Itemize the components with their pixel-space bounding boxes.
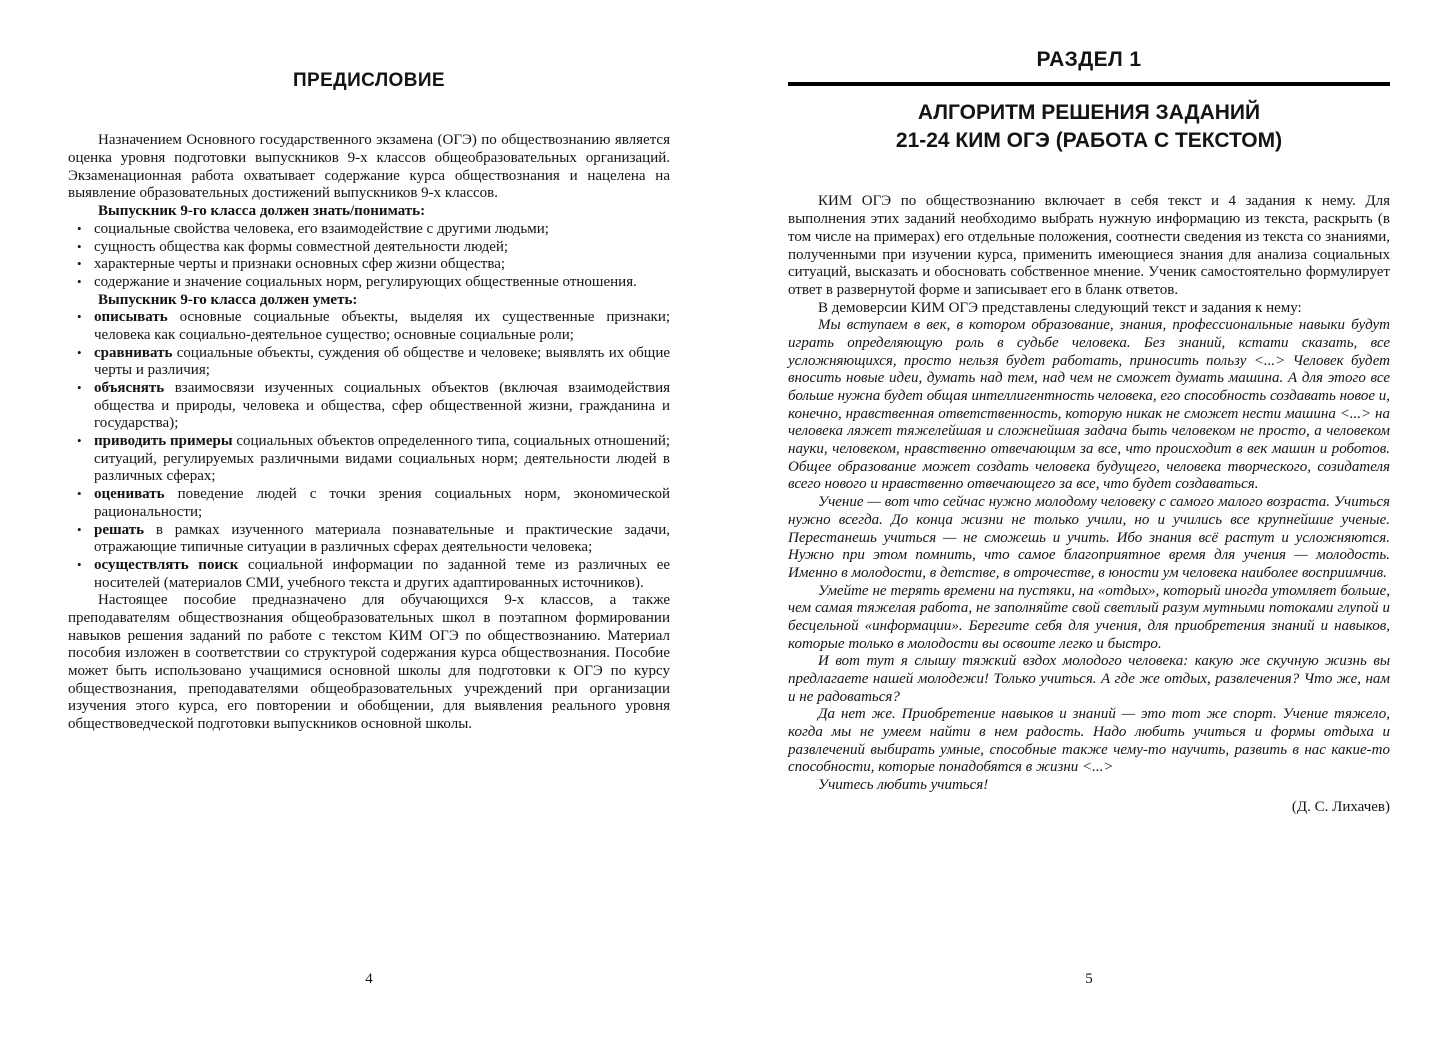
list-item (68, 221, 670, 239)
know-heading: Выпускник 9-го класса должен знать/понимать: (98, 203, 426, 220)
term: описывать (94, 309, 168, 326)
chapter-paragraph-1: КИМ ОГЭ по обществознанию включает в себя текст и 4 задания к нему. Для выполнения этих заданий необходимо выбрать нужную информацию из текста, раскрыть (в том числе на примерах) его отдельные положения, соотнести сведения из текста со знаниями, полученными при изучении курса, применить имеющиеся знания для анализа социальных ситуаций, высказать и обосновать собственное мнение. Ученик самостоятельно формулирует ответ в развернутой форме и записывает его в бланк ответов. (788, 193, 1390, 298)
bullet-icon: • (77, 309, 82, 325)
bullet-icon: • (77, 273, 82, 289)
preface-paragraph-2: Настоящее пособие предназначено для обучающихся 9-х классов, а также преподавателям обществознания общеобразовательных школ в поэтапном формировании навыков решения заданий по работе с текстом КИМ ОГЭ по обществознанию. Материал пособия изложен в соответствии со структурой содержания курса обществознания. Пособие может быть использовано учащимися основной школы для подготовки к ОГЭ по курсу обществознания, преподавателями общеобразовательных учреждений при организации изучения этого курса, его повторении и обобщении, для выявления реального уровня обществоведческой подготовки выпускников основной школы. (68, 592, 670, 733)
list-item-text: взаимосвязи изученных социальных объектов (включая взаимодействия общества и природы, человека и общества, сфер общественной жизни, гражданина и государства); (94, 380, 670, 432)
bullet-icon: • (77, 486, 82, 502)
list-item-text: основные социальные объекты, выделяя их существенные признаки; человека как социально-деятельное существо; основные социальные роли; (94, 309, 671, 343)
can-heading: Выпускник 9-го класса должен уметь: (98, 291, 358, 308)
section-divider (788, 82, 1390, 86)
term: осуществлять поиск (94, 556, 239, 573)
bullet-icon: • (77, 521, 82, 537)
list-item (68, 274, 670, 292)
bullet-icon: • (77, 220, 82, 236)
know-list (68, 221, 670, 292)
section-label: РАЗДЕЛ 1 (1036, 48, 1142, 71)
preface-title: ПРЕДИСЛОВИЕ (292, 70, 445, 91)
term: приводить примеры (94, 433, 233, 450)
list-item (68, 433, 670, 486)
term: сравнивать (94, 344, 173, 361)
list-item (68, 486, 670, 521)
page-number-left: 4 (365, 971, 373, 988)
list-item-text: сущность общества как формы совместной деятельности людей; (94, 238, 509, 255)
list-item (68, 309, 670, 344)
quote-paragraph: Да нет же. Приобретение навыков и знаний — это тот же спорт. Учение тяжело, когда мы не умеем найти в нем радость. Надо любить учиться и формы отдыха и развлечений выбирать умные, способные также чему-то научить, развить в нас какие-то способности, которые понадобятся в жизни <...> (788, 706, 1390, 776)
list-item-text: характерные черты и признаки основных сфер жизни общества; (94, 256, 506, 273)
list-item-text: социальные свойства человека, его взаимодействие с другими людьми; (94, 220, 549, 237)
right-page (788, 48, 1390, 1051)
list-item-text: содержание и значение социальных норм, регулирующих общественные отношения. (94, 273, 637, 290)
quote-paragraph: Учитесь любить учиться! (818, 777, 989, 794)
chapter-paragraph-2: В демоверсии КИМ ОГЭ представлены следующий текст и задания к нему: (818, 299, 1302, 316)
chapter-title-line-1: АЛГОРИТМ РЕШЕНИЯ ЗАДАНИЙ (917, 100, 1261, 124)
bullet-icon: • (77, 238, 82, 254)
term: оценивать (94, 486, 165, 503)
left-page (68, 70, 670, 1051)
list-item-text: социальные объекты, суждения об обществе и человеке; выявлять их общие черты и различия; (94, 344, 671, 379)
quote-paragraph: Умейте не терять времени на пустяки, на «отдых», который иногда утомляет больше, чем самая тяжелая работа, не заполняйте свой светлый разум мутными потоками глупой и бесцельной «информации». Берегите себя для учения, для приобретения знаний и навыков, которые только в молодости вы освоите легко и быстро. (788, 582, 1390, 652)
list-item-text: социальной информации по заданной теме из различных ее носителей (материалов СМИ, учебного текста и других адаптированных источников). (94, 556, 671, 591)
list-item (68, 345, 670, 380)
bullet-icon: • (77, 433, 82, 449)
list-item (68, 239, 670, 257)
list-item (68, 380, 670, 433)
chapter-title-line-2: 21-24 КИМ ОГЭ (РАБОТА С ТЕКСТОМ) (895, 129, 1283, 153)
bullet-icon: • (77, 344, 82, 360)
bullet-icon: • (77, 380, 82, 396)
bullet-icon: • (77, 556, 82, 572)
preface-paragraph-1: Назначением Основного государственного экзамена (ОГЭ) по обществознанию является оценка уровня подготовки выпускников 9-х классов общеобразовательных организаций. Экзаменационная работа охватывает содержание курса обществознания и нацелена на выявление образовательных достижений выпускников 9-х классов. (68, 132, 670, 202)
quote-attribution: (Д. С. Лихачев) (1291, 798, 1390, 815)
list-item-text: социальных объектов определенного типа, социальных отношений; ситуаций, регулируемых различными видами социальных норм; деятельности людей в различных сферах; (94, 433, 671, 485)
quote-paragraph: Мы вступаем в век, в котором образование, знания, профессиональные навыки будут играть определяющую роль в судьбе человека. Без знаний, кстати сказать, все усложняющихся, просто нельзя будет работать, приносить пользу <...> Человек будет вносить новые идеи, думать над тем, над чем не сможет думать машина. А для этого все больше нужна будет общая интеллигентность человека, его способность создавать новое и, конечно, нравственная ответственность, которую никак не сможет нести машина <...> на человека ляжет тяжелейшая и сложнейшая задача быть человеком не просто, а человеком науки, человеком, нравственно отвечающим за все, что происходит в век машин и роботов. Общее образование может создать человека будущего, человека творческого, созидателя всего нового и нравственно отвечающего за все, что будет создаваться. (788, 317, 1390, 493)
list-item-text: в рамках изученного материала познавательные и практические задачи, отражающие типичные ситуации в различных сферах деятельности человека; (94, 521, 671, 556)
list-item (68, 522, 670, 557)
term: объяснять (94, 380, 165, 397)
term: решать (94, 521, 145, 538)
quote-paragraph: Учение — вот что сейчас нужно молодому человеку с самого малого возраста. Учиться нужно всегда. До конца жизни не только учили, но и учились все крупнейшие ученые. Перестанешь учиться — не сможешь и учить. Ибо знания всё растут и усложняются. Нужно при этом помнить, что самое благоприятное время для учения — молодость. Именно в молодости, в детстве, в отрочестве, в юности ум человека наиболее восприимчив. (788, 494, 1390, 581)
list-item-text: поведение людей с точки зрения социальных норм, экономической рациональности; (94, 486, 671, 520)
bullet-icon: • (77, 256, 82, 272)
page-number-right: 5 (1085, 971, 1093, 988)
list-item (68, 256, 670, 274)
chapter-title (788, 99, 1390, 156)
list-item (68, 557, 670, 592)
quote-paragraph: И вот тут я слышу тяжкий вздох молодого человека: какую же скучную жизнь вы предлагаете нашей молодежи! Только учиться. А где же отдых, развлечения? Что же, нам и не радоваться? (788, 653, 1390, 705)
can-list (68, 309, 670, 592)
